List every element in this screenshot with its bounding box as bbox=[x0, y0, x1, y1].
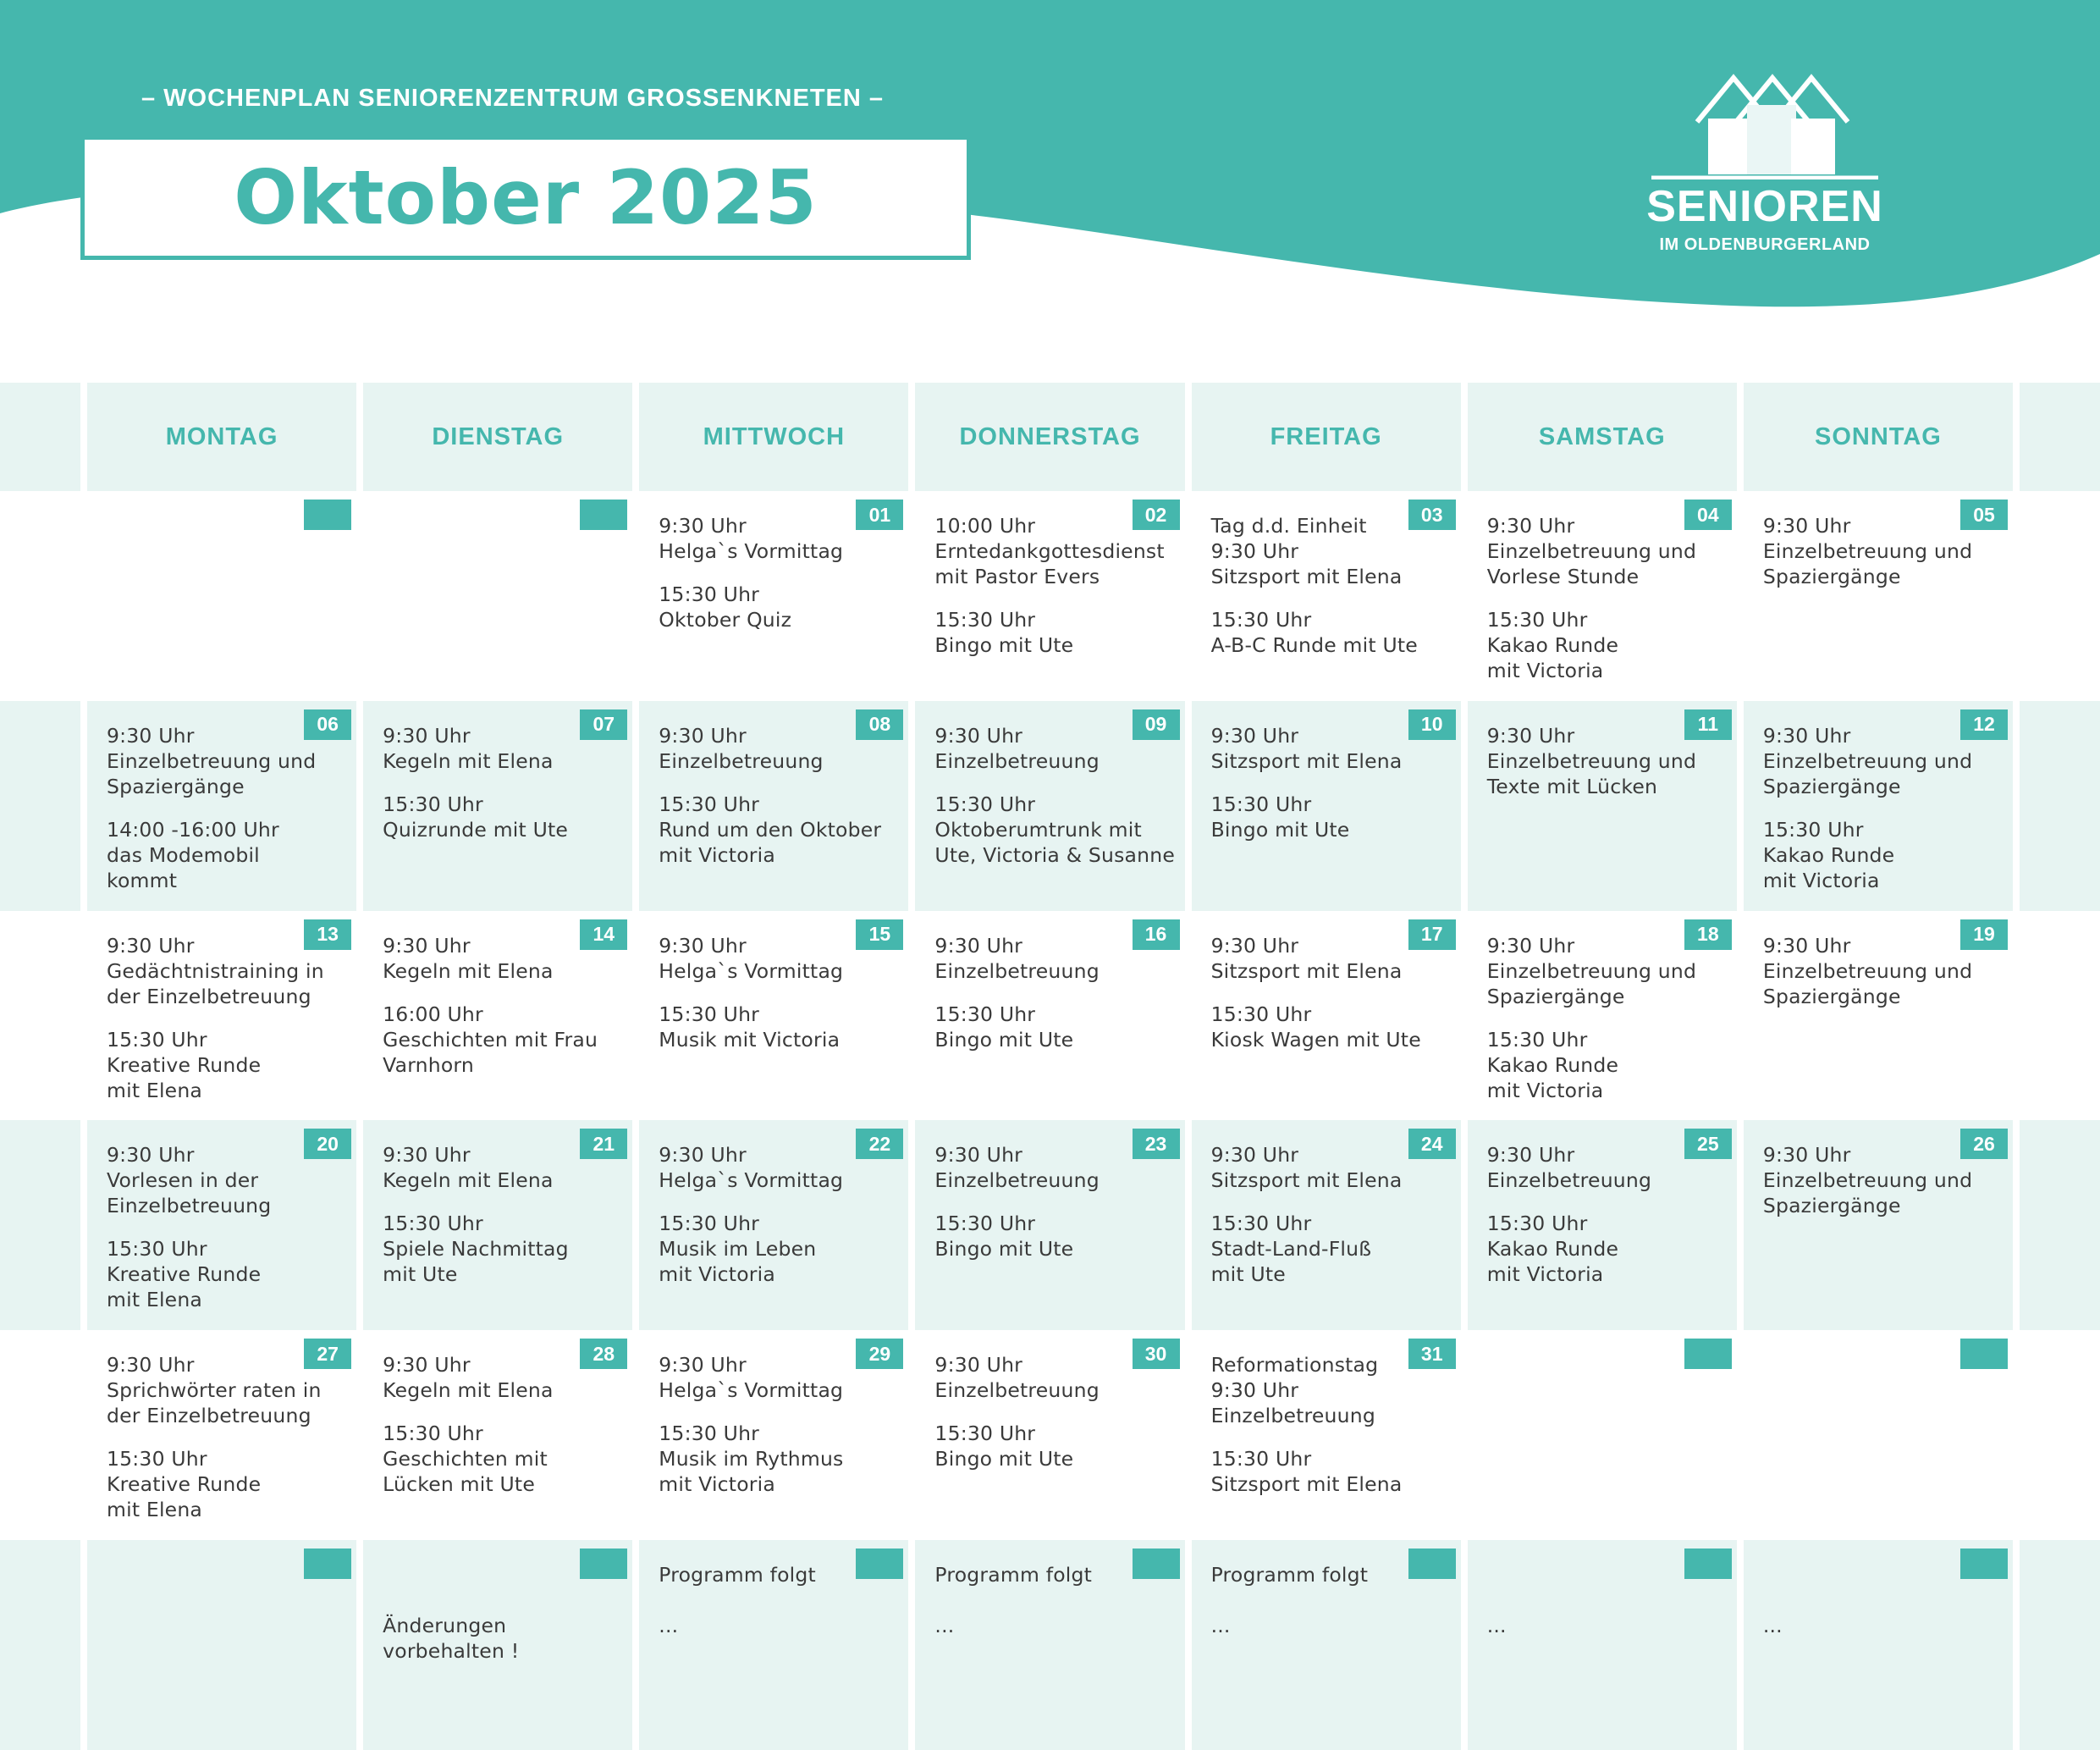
day-number-badge: 04 bbox=[1684, 500, 1732, 530]
row-edge-left bbox=[0, 1330, 80, 1540]
page-title: Oktober 2025 bbox=[234, 154, 818, 241]
day-cell bbox=[363, 491, 632, 701]
event-entry: 10:00 Uhr Erntedankgottesdienst mit Pastor Evers bbox=[934, 514, 1165, 588]
event-entry: 15:30 Uhr Musik im Rythmus mit Victoria bbox=[659, 1422, 844, 1497]
logo bbox=[1642, 69, 1888, 264]
day-number-badge: 26 bbox=[1960, 1129, 2008, 1159]
row-edge-left bbox=[0, 491, 80, 701]
day-cell bbox=[915, 1120, 1184, 1330]
day-cell bbox=[639, 1330, 908, 1540]
event-entry: 15:30 Uhr Sitzsport mit Elena bbox=[1210, 1447, 1403, 1497]
event-entry: ... bbox=[1762, 1614, 1783, 1638]
day-events bbox=[383, 1352, 624, 1497]
event-entry: 15:30 Uhr Spiele Nachmittag mit Ute bbox=[383, 1212, 569, 1287]
event-entry: 15:30 Uhr Bingo mit Ute bbox=[934, 1002, 1074, 1052]
day-events bbox=[1211, 1142, 1452, 1287]
weekday-label: MONTAG bbox=[165, 422, 278, 450]
row-edge-right bbox=[2020, 701, 2100, 911]
day-events bbox=[659, 1352, 900, 1497]
event-entry: 9:30 Uhr Sitzsport mit Elena bbox=[1210, 933, 1403, 983]
day-cell bbox=[1468, 911, 1737, 1121]
event-entry: 15:30 Uhr Kakao Runde mit Victoria bbox=[1486, 608, 1619, 682]
event-entry: Programm folgt ... bbox=[934, 1563, 1093, 1638]
event-entry: 15:30 Uhr Bingo mit Ute bbox=[1210, 792, 1350, 842]
day-events bbox=[107, 1142, 348, 1312]
day-events bbox=[934, 1352, 1176, 1471]
day-cell bbox=[1744, 701, 2013, 911]
row-edge-right bbox=[2020, 911, 2100, 1121]
day-number-badge: 29 bbox=[856, 1339, 903, 1369]
day-number-badge: 15 bbox=[856, 919, 903, 950]
day-number-badge: 07 bbox=[580, 709, 627, 740]
event-entry: 9:30 Uhr Vorlesen in der Einzelbetreuung bbox=[107, 1143, 272, 1218]
event-entry: Reformationstag 9:30 Uhr Einzelbetreuung bbox=[1210, 1353, 1379, 1428]
row-edge-right bbox=[2020, 1540, 2100, 1750]
day-events bbox=[1487, 1562, 1728, 1638]
day-cell bbox=[639, 491, 908, 701]
title-box bbox=[80, 135, 971, 260]
day-number-badge: 12 bbox=[1960, 709, 2008, 740]
event-entry: 15:30 Uhr A-B-C Runde mit Ute bbox=[1210, 608, 1418, 657]
event-entry: 9:30 Uhr Sitzsport mit Elena bbox=[1210, 723, 1403, 773]
day-cell bbox=[1468, 1120, 1737, 1330]
day-events bbox=[1763, 1142, 2004, 1218]
day-events bbox=[383, 1142, 624, 1287]
day-events bbox=[934, 1142, 1176, 1261]
day-events bbox=[1211, 1352, 1452, 1497]
event-entry: 9:30 Uhr Einzelbetreuung bbox=[934, 1143, 1100, 1193]
day-cell bbox=[87, 911, 356, 1121]
event-entry: 15:30 Uhr Stadt-Land-Fluß mit Ute bbox=[1210, 1212, 1372, 1287]
row-edge-right bbox=[2020, 1120, 2100, 1330]
event-entry: 9:30 Uhr Gedächtnistraining in der Einzelbetreuung bbox=[107, 933, 324, 1008]
day-cell bbox=[639, 911, 908, 1121]
weekday-label: SONNTAG bbox=[1814, 422, 1942, 450]
event-entry: 15:30 Uhr Bingo mit Ute bbox=[934, 608, 1074, 657]
event-entry: 15:30 Uhr Geschichten mit Lücken mit Ute bbox=[383, 1422, 548, 1497]
row-edge-right bbox=[2020, 491, 2100, 701]
weekday-header bbox=[1192, 383, 1461, 491]
day-cell bbox=[639, 701, 908, 911]
weekday-header bbox=[639, 383, 908, 491]
row-edge-left bbox=[0, 701, 80, 911]
event-entry: 9:30 Uhr Kegeln mit Elena bbox=[383, 933, 554, 983]
day-events bbox=[1211, 513, 1452, 658]
event-entry: 9:30 Uhr Einzelbetreuung und Texte mit Lücken bbox=[1486, 723, 1697, 798]
event-entry: 9:30 Uhr Einzelbetreuung bbox=[934, 933, 1100, 983]
day-number-badge: 25 bbox=[1684, 1129, 1732, 1159]
day-number-badge bbox=[580, 500, 627, 530]
header-edge-left bbox=[0, 383, 80, 491]
day-cell bbox=[1744, 1120, 2013, 1330]
event-entry: 15:30 Uhr Musik im Leben mit Victoria bbox=[659, 1212, 817, 1287]
day-number-badge: 06 bbox=[304, 709, 351, 740]
event-entry: 15:30 Uhr Musik mit Victoria bbox=[659, 1002, 841, 1052]
row-edge-left bbox=[0, 1540, 80, 1750]
weekday-label: MITTWOCH bbox=[703, 422, 846, 450]
day-cell bbox=[1744, 491, 2013, 701]
event-entry: 9:30 Uhr Einzelbetreuung bbox=[934, 1353, 1100, 1403]
event-entry: 9:30 Uhr Helga`s Vormittag bbox=[659, 1353, 844, 1403]
day-cell bbox=[87, 701, 356, 911]
day-number-badge: 22 bbox=[856, 1129, 903, 1159]
day-cell bbox=[639, 1540, 908, 1750]
day-cell bbox=[1744, 911, 2013, 1121]
day-events bbox=[383, 933, 624, 1078]
event-entry: 15:30 Uhr Kakao Runde mit Victoria bbox=[1486, 1027, 1619, 1102]
event-entry: 9:30 Uhr Kegeln mit Elena bbox=[383, 1143, 554, 1193]
day-events bbox=[934, 933, 1176, 1052]
calendar-grid bbox=[0, 383, 2100, 1750]
weekday-header bbox=[87, 383, 356, 491]
day-cell bbox=[87, 1540, 356, 1750]
day-events bbox=[659, 513, 900, 632]
day-number-badge: 24 bbox=[1408, 1129, 1456, 1159]
day-events bbox=[107, 723, 348, 893]
day-cell bbox=[1468, 1330, 1737, 1540]
weekday-header bbox=[363, 383, 632, 491]
day-cell bbox=[915, 701, 1184, 911]
event-entry: 9:30 Uhr Kegeln mit Elena bbox=[383, 1353, 554, 1403]
day-events bbox=[1211, 1562, 1452, 1638]
day-number-badge: 30 bbox=[1133, 1339, 1180, 1369]
day-cell bbox=[1468, 701, 1737, 911]
day-cell bbox=[363, 701, 632, 911]
day-events bbox=[659, 723, 900, 868]
day-cell bbox=[363, 1120, 632, 1330]
day-number-badge: 19 bbox=[1960, 919, 2008, 950]
day-number-badge bbox=[304, 500, 351, 530]
event-entry: 15:30 Uhr Oktoberumtrunk mit Ute, Victoria & Susanne bbox=[934, 792, 1175, 867]
day-events bbox=[1763, 723, 2004, 893]
day-events bbox=[659, 1142, 900, 1287]
day-number-badge: 10 bbox=[1408, 709, 1456, 740]
event-entry: 9:30 Uhr Einzelbetreuung und Spaziergänge bbox=[1762, 723, 1973, 798]
day-cell bbox=[1468, 491, 1737, 701]
event-entry: 9:30 Uhr Helga`s Vormittag bbox=[659, 933, 844, 983]
event-entry: Tag d.d. Einheit 9:30 Uhr Sitzsport mit Elena bbox=[1210, 514, 1403, 588]
day-events bbox=[107, 1352, 348, 1522]
event-entry: 9:30 Uhr Helga`s Vormittag bbox=[659, 514, 844, 563]
day-number-badge: 18 bbox=[1684, 919, 1732, 950]
day-cell bbox=[87, 491, 356, 701]
day-cell bbox=[639, 1120, 908, 1330]
day-events bbox=[1763, 1562, 2004, 1638]
day-cell bbox=[1744, 1330, 2013, 1540]
weekday-label: DONNERSTAG bbox=[959, 422, 1141, 450]
day-events bbox=[1487, 933, 1728, 1103]
day-cell bbox=[915, 911, 1184, 1121]
day-events bbox=[934, 1562, 1176, 1638]
day-cell bbox=[1192, 1330, 1461, 1540]
day-number-badge: 16 bbox=[1133, 919, 1180, 950]
event-entry: 14:00 -16:00 Uhr das Modemobil kommt bbox=[107, 817, 279, 892]
weekday-label: FREITAG bbox=[1270, 422, 1382, 450]
day-number-badge: 23 bbox=[1133, 1129, 1180, 1159]
day-cell bbox=[363, 911, 632, 1121]
event-entry: 9:30 Uhr Einzelbetreuung bbox=[1486, 1143, 1652, 1193]
event-entry: 9:30 Uhr Sprichwörter raten in der Einzelbetreuung bbox=[107, 1353, 322, 1428]
day-cell bbox=[1468, 1540, 1737, 1750]
event-entry: 15:30 Uhr Rund um den Oktober mit Victoria bbox=[659, 792, 882, 867]
event-entry: Programm folgt ... bbox=[1210, 1563, 1369, 1638]
row-edge-right bbox=[2020, 1330, 2100, 1540]
event-entry: 15:30 Uhr Kakao Runde mit Victoria bbox=[1486, 1212, 1619, 1287]
houses-icon bbox=[1651, 69, 1879, 179]
day-cell bbox=[1192, 911, 1461, 1121]
event-entry: 15:30 Uhr Oktober Quiz bbox=[659, 582, 792, 632]
day-cell bbox=[1744, 1540, 2013, 1750]
day-cell bbox=[1192, 701, 1461, 911]
event-entry: 15:30 Uhr Kakao Runde mit Victoria bbox=[1762, 817, 1895, 892]
day-cell bbox=[1192, 491, 1461, 701]
page-subtitle: – WOCHENPLAN SENIORENZENTRUM GROSSENKNETEN – bbox=[141, 85, 885, 112]
day-events bbox=[659, 1562, 900, 1638]
day-number-badge: 02 bbox=[1133, 500, 1180, 530]
event-entry: 15:30 Uhr Kreative Runde mit Elena bbox=[107, 1237, 262, 1312]
day-events bbox=[1211, 723, 1452, 842]
event-entry: 15:30 Uhr Kiosk Wagen mit Ute bbox=[1210, 1002, 1421, 1052]
day-events bbox=[1487, 723, 1728, 799]
day-cell bbox=[363, 1540, 632, 1750]
day-events bbox=[1487, 1142, 1728, 1287]
event-entry: 9:30 Uhr Einzelbetreuung und Spaziergänge bbox=[1762, 1143, 1973, 1218]
row-edge-left bbox=[0, 1120, 80, 1330]
header-edge-right bbox=[2020, 383, 2100, 491]
day-cell bbox=[87, 1330, 356, 1540]
day-number-badge: 20 bbox=[304, 1129, 351, 1159]
day-number-badge bbox=[1960, 1339, 2008, 1369]
event-entry: 15:30 Uhr Bingo mit Ute bbox=[934, 1422, 1074, 1471]
day-cell bbox=[915, 1540, 1184, 1750]
event-entry: 9:30 Uhr Sitzsport mit Elena bbox=[1210, 1143, 1403, 1193]
day-events bbox=[1487, 513, 1728, 683]
day-events bbox=[383, 1562, 624, 1664]
event-entry: 9:30 Uhr Kegeln mit Elena bbox=[383, 723, 554, 773]
event-entry: 15:30 Uhr Kreative Runde mit Elena bbox=[107, 1447, 262, 1522]
day-number-badge: 17 bbox=[1408, 919, 1456, 950]
day-number-badge: 09 bbox=[1133, 709, 1180, 740]
day-events bbox=[1763, 513, 2004, 589]
event-entry: 15:30 Uhr Bingo mit Ute bbox=[934, 1212, 1074, 1261]
event-entry: 15:30 Uhr Kreative Runde mit Elena bbox=[107, 1027, 262, 1102]
logo-name: SENIOREN bbox=[1646, 182, 1883, 231]
weekday-header bbox=[1468, 383, 1737, 491]
weekday-label: SAMSTAG bbox=[1538, 422, 1666, 450]
day-cell bbox=[1192, 1540, 1461, 1750]
event-entry: 9:30 Uhr Einzelbetreuung bbox=[934, 723, 1100, 773]
event-entry: 9:30 Uhr Einzelbetreuung bbox=[659, 723, 824, 773]
event-entry: 9:30 Uhr Einzelbetreuung und Spaziergänge bbox=[107, 723, 317, 798]
event-entry: 9:30 Uhr Einzelbetreuung und Spaziergänge bbox=[1762, 933, 1973, 1008]
day-number-badge: 27 bbox=[304, 1339, 351, 1369]
day-number-badge bbox=[1684, 1339, 1732, 1369]
day-number-badge bbox=[304, 1549, 351, 1579]
day-events bbox=[383, 723, 624, 842]
day-events bbox=[1763, 933, 2004, 1009]
day-number-badge: 21 bbox=[580, 1129, 627, 1159]
day-cell bbox=[87, 1120, 356, 1330]
day-number-badge: 11 bbox=[1684, 709, 1732, 740]
day-events bbox=[934, 723, 1176, 868]
day-number-badge: 08 bbox=[856, 709, 903, 740]
day-cell bbox=[363, 1330, 632, 1540]
day-cell bbox=[915, 491, 1184, 701]
day-events bbox=[659, 933, 900, 1052]
event-entry: 9:30 Uhr Einzelbetreuung und Spaziergänge bbox=[1762, 514, 1973, 588]
day-cell bbox=[1192, 1120, 1461, 1330]
day-number-badge: 28 bbox=[580, 1339, 627, 1369]
day-number-badge: 05 bbox=[1960, 500, 2008, 530]
day-cell bbox=[915, 1330, 1184, 1540]
event-entry: Programm folgt ... bbox=[659, 1563, 816, 1638]
day-events bbox=[934, 513, 1176, 658]
day-events bbox=[107, 933, 348, 1103]
event-entry: 9:30 Uhr Einzelbetreuung und Vorlese Stunde bbox=[1486, 514, 1697, 588]
event-entry: 9:30 Uhr Helga`s Vormittag bbox=[659, 1143, 844, 1193]
weekday-header bbox=[915, 383, 1184, 491]
row-edge-left bbox=[0, 911, 80, 1121]
day-events bbox=[1211, 933, 1452, 1052]
day-number-badge: 14 bbox=[580, 919, 627, 950]
day-number-badge: 13 bbox=[304, 919, 351, 950]
event-entry: 15:30 Uhr Quizrunde mit Ute bbox=[383, 792, 569, 842]
day-number-badge: 31 bbox=[1408, 1339, 1456, 1369]
day-number-badge: 01 bbox=[856, 500, 903, 530]
logo-subtitle: IM OLDENBURGERLAND bbox=[1659, 235, 1871, 254]
event-entry: 16:00 Uhr Geschichten mit Frau Varnhorn bbox=[383, 1002, 598, 1077]
event-entry: ... bbox=[1486, 1614, 1507, 1638]
weekday-label: DIENSTAG bbox=[432, 422, 565, 450]
event-entry: Änderungen vorbehalten ! bbox=[383, 1614, 520, 1664]
event-entry: 9:30 Uhr Einzelbetreuung und Spaziergänge bbox=[1486, 933, 1697, 1008]
weekday-header bbox=[1744, 383, 2013, 491]
day-number-badge: 03 bbox=[1408, 500, 1456, 530]
